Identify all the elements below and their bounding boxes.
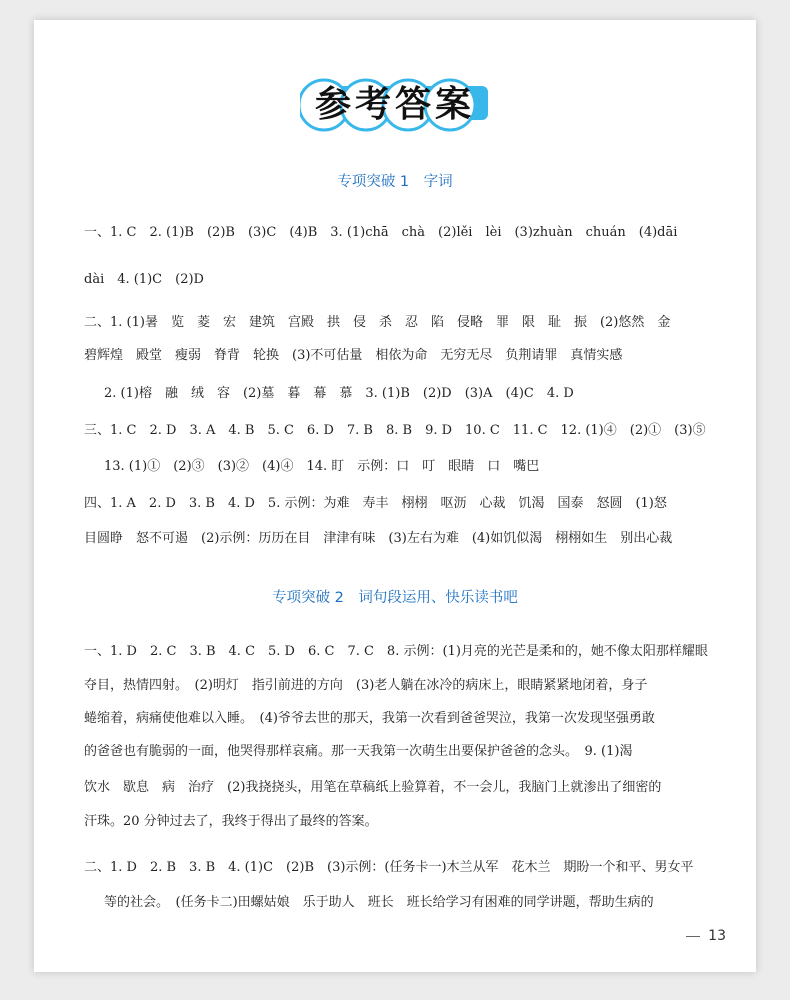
section-1-line: 碧辉煌 殿堂 瘦弱 脊背 轮换 (3)不可估量 相依为命 无穷无尽 负荆请罪 真情实感 — [84, 348, 623, 363]
section-1-line: dài 4. (1)C (2)D — [84, 272, 204, 287]
section-2-line: 等的社会。 (任务卡二)田螺姑娘 乐于助人 班长 班长给学习有困难的同学讲题，帮助生病的 — [104, 895, 654, 910]
section-1-line: 二、1. (1)暑 览 菱 宏 建筑 宫殿 拱 侵 杀 忍 陷 侵略 罪 限 耻 振 (2)悠然 金 — [84, 315, 671, 330]
section-2-line: 一、1. D 2. C 3. B 4. C 5. D 6. C 7. C 8. 示例：(1)月亮的光芒是柔和的，她不像太阳那样耀眼 — [84, 644, 708, 659]
section-1-line: 13. (1)① (2)③ (3)② (4)④ 14. 盯 示例：口 叮 眼睛 口 嘴巴 — [104, 459, 540, 474]
section-1-line: 2. (1)榕 融 绒 容 (2)墓 暮 幕 慕 3. (1)B (2)D (3)A (4)C 4. D — [104, 386, 574, 401]
section-1-line: 四、1. A 2. D 3. B 4. D 5. 示例：为难 寿丰 栩栩 呕沥 心裁 饥渴 国泰 怒圆 (1)怒 — [84, 496, 667, 511]
section-1-line: 一、1. C 2. (1)B (2)B (3)C (4)B 3. (1)chā chà (2)lěi lèi (3)zhuàn chuán (4)dāi — [84, 225, 678, 240]
section-2-line: 的爸爸也有脆弱的一面，他哭得那样哀痛。那一天我第一次萌生出要保护爸爸的念头。 9. (1)渴 — [84, 744, 633, 759]
section-1-line: 目圆睁 怒不可遏 (2)示例：历历在目 津津有味 (3)左右为难 (4)如饥似渴 栩栩如生 别出心裁 — [84, 531, 673, 546]
section-1-heading: 专项突破 1 字词 — [337, 174, 453, 190]
answer-page — [34, 20, 756, 972]
section-2-line: 蜷缩着，病痛使他难以入睡。 (4)爷爷去世的那天，我第一次看到爸爸哭泣，我第一次发现坚强勇敢 — [84, 711, 655, 726]
section-2-line: 汗珠。20 分钟过去了，我终于得出了最终的答案。 — [84, 814, 378, 829]
section-1-line: 三、1. C 2. D 3. A 4. B 5. C 6. D 7. B 8. B 9. D 10. C 11. C 12. (1)④ (2)① (3)⑤ — [84, 423, 706, 438]
page-number: 13 — [686, 928, 726, 944]
section-2-line: 夺目，热情四射。 (2)明灯 指引前进的方向 (3)老人躺在冰冷的病床上，眼睛紧紧地闭着，身子 — [84, 678, 648, 693]
section-2-heading: 专项突破 2 词句段运用、快乐读书吧 — [272, 590, 518, 606]
page-title: 参考答案 — [314, 84, 475, 125]
section-2-line: 饮水 歇息 病 治疗 (2)我挠挠头，用笔在草稿纸上验算着，不一会儿，我脑门上就渗出了细密的 — [84, 780, 662, 795]
section-2-line: 二、1. D 2. B 3. B 4. (1)C (2)B (3)示例：(任务卡一)木兰从军 花木兰 期盼一个和平、男女平 — [84, 860, 694, 875]
